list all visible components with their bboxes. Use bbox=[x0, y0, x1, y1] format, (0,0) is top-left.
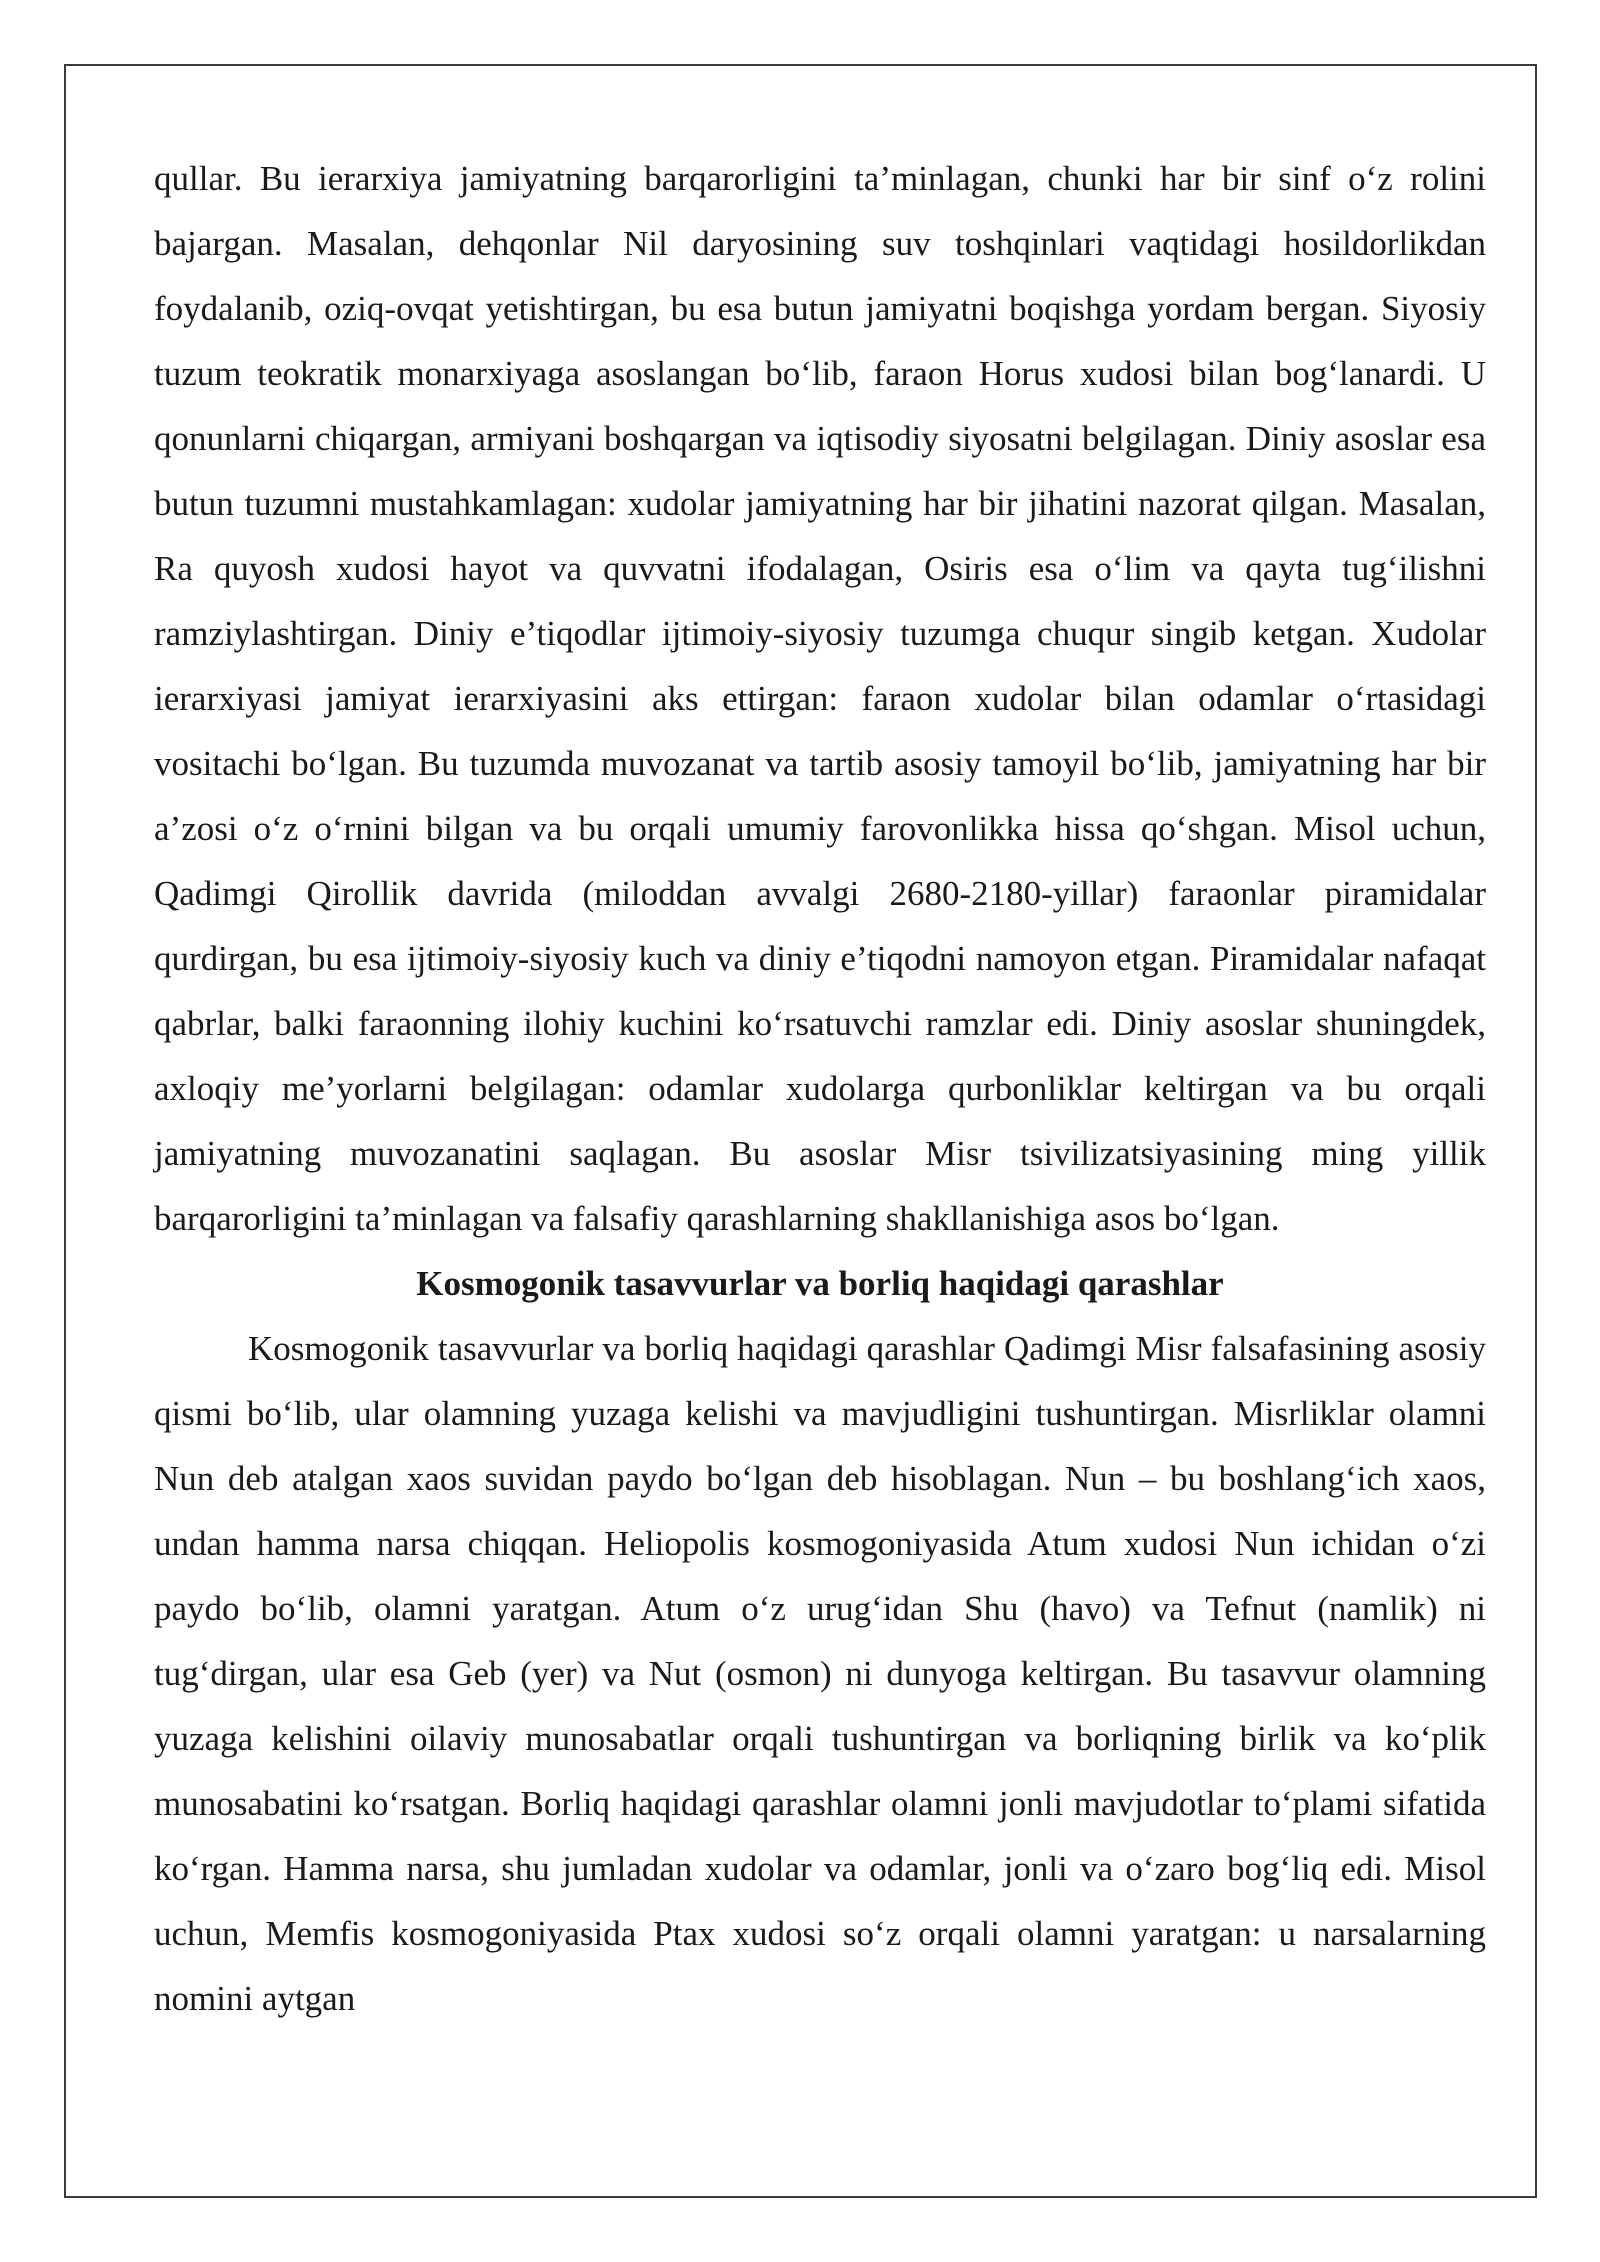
paragraph-cosmogony: Kosmogonik tasavvurlar va borliq haqidagi qarashlar Qadimgi Misr falsafasining asosiy qismi bo‘lib, ular olamning yuzaga kelishi va mavjudligini tushuntirgan. Misrliklar olamni Nun deb atalgan xaos suvidan paydo bo‘lgan deb hisoblagan. Nun – bu boshlang‘ich xaos, undan hamma narsa chiqqan. Heliopolis kosmogoniyasida Atum xudosi Nun ichidan o‘zi paydo bo‘lib, olamni yaratgan. Atum o‘z urug‘idan Shu (havo) va Tefnut (namlik) ni tug‘dirgan, ular esa Geb (yer) va Nut (osmon) ni dunyoga keltirgan. Bu tasavvur olamning yuzaga kelishini oilaviy munosabatlar orqali tushuntirgan va borliqning birlik va ko‘plik munosabatini ko‘rsatgan. Borliq haqidagi qarashlar olamni jonli mavjudotlar to‘plami sifatida ko‘rgan. Hamma narsa, shu jumladan xudolar va odamlar, jonli va o‘zaro bog‘liq edi. Misol uchun, Memfis kosmogoniyasida Ptax xudosi so‘z orqali olamni yaratgan: u narsalarning nomini aytgan bbox=[154, 1329, 1486, 2018]
section-heading: Kosmogonik tasavvurlar va borliq haqidagi qarashlar bbox=[416, 1264, 1224, 1303]
document-body bbox=[154, 146, 1486, 2031]
paragraph-continuation: qullar. Bu ierarxiya jamiyatning barqarorligini ta’minlagan, chunki har bir sinf o‘z rolini bajargan. Masalan, dehqonlar Nil daryosining suv toshqinlari vaqtidagi hosildorlikdan foydalanib, oziq-ovqat yetishtirgan, bu esa butun jamiyatni boqishga yordam bergan. Siyosiy tuzum teokratik monarxiyaga asoslangan bo‘lib, faraon Horus xudosi bilan bog‘lanardi. U qonunlarni chiqargan, armiyani boshqargan va iqtisodiy siyosatni belgilagan. Diniy asoslar esa butun tuzumni mustahkamlagan: xudolar jamiyatning har bir jihatini nazorat qilgan. Masalan, Ra quyosh xudosi hayot va quvvatni ifodalagan, Osiris esa o‘lim va qayta tug‘ilishni ramziylashtirgan. Diniy e’tiqodlar ijtimoiy-siyosiy tuzumga chuqur singib ketgan. Xudolar ierarxiyasi jamiyat ierarxiyasini aks ettirgan: faraon xudolar bilan odamlar o‘rtasidagi vositachi bo‘lgan. Bu tuzumda muvozanat va tartib asosiy tamoyil bo‘lib, jamiyatning har bir a’zosi o‘z o‘rnini bilgan va bu orqali umumiy farovonlikka hissa qo‘shgan. Misol uchun, Qadimgi Qirollik davrida (miloddan avvalgi 2680-2180-yillar) faraonlar piramidalar qurdirgan, bu esa ijtimoiy-siyosiy kuch va diniy e’tiqodni namoyon etgan. Piramidalar nafaqat qabrlar, balki faraonning ilohiy kuchini ko‘rsatuvchi ramzlar edi. Diniy asoslar shuningdek, axloqiy me’yorlarni belgilagan: odamlar xudolarga qurbonliklar keltirgan va bu orqali jamiyatning muvozanatini saqlagan. Bu asoslar Misr tsivilizatsiyasining ming yillik barqarorligini ta’minlagan va falsafiy qarashlarning shakllanishiga asos bo‘lgan. bbox=[154, 159, 1486, 1238]
